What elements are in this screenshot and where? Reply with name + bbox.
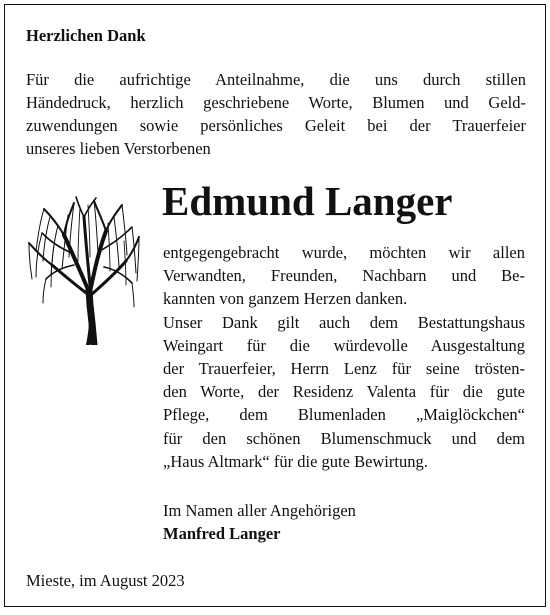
bare-tree-icon [24,195,140,345]
obituary-notice [4,4,546,607]
intro-line: Händedruck, herzlich geschriebene Worte, Blumen und Geld- [26,93,526,112]
intro-line: Für die aufrichtige Anteilnahme, die uns durch stillen [26,70,526,89]
body-line: für den schönen Blumenschmuck und dem [163,428,525,448]
place-date: Mieste, im August 2023 [26,571,185,590]
notice-heading: Herzlichen Dank [26,26,146,45]
thanks-paragraph [163,241,525,473]
intro-line: zuwendungen sowie persönliches Geleit bei der Trauerfeier [26,116,526,135]
body-line: Verwandten, Freunden, Nachbarn und Be- [163,266,525,286]
signature-line: Im Namen aller Angehörigen [163,501,356,520]
deceased-name: Edmund Langer [162,178,453,224]
body-line: Weingart für die würdevolle Ausgestaltung [163,335,525,355]
intro-paragraph [26,68,526,160]
body-line: Pflege, dem Blumenladen „Maiglöckchen“ [163,405,525,425]
body-line: Unser Dank gilt auch dem Bestattungshaus [163,312,525,332]
body-line: den Worte, der Residenz Valenta für die gute [163,382,525,402]
body-line: „Haus Altmark“ für die gute Bewirtung. [163,451,428,471]
body-line: entgegengebracht wurde, möchten wir allen [163,243,525,262]
body-line: kannten von ganzem Herzen danken. [163,289,408,309]
signature-name: Manfred Langer [163,524,281,543]
body-line: der Trauerfeier, Herrn Lenz für seine trösten- [163,359,525,379]
intro-line: unseres lieben Verstorbenen [26,139,211,158]
